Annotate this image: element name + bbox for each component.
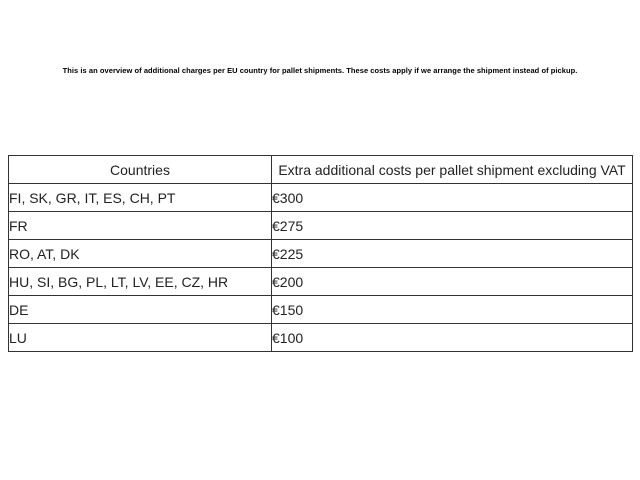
country-cell: DE xyxy=(9,296,272,324)
table-row xyxy=(9,324,633,352)
table-row xyxy=(9,268,633,296)
header-countries: Countries xyxy=(9,156,272,184)
cost-cell: €300 xyxy=(272,184,633,212)
country-cell: HU, SI, BG, PL, LT, LV, EE, CZ, HR xyxy=(9,268,272,296)
cost-cell: €150 xyxy=(272,296,633,324)
intro-text: This is an overview of additional charges per EU country for pallet shipments. These costs apply if we arrange the shipment instead of pickup. xyxy=(62,66,578,75)
cost-cell: €225 xyxy=(272,240,633,268)
table-row xyxy=(9,212,633,240)
cost-cell: €275 xyxy=(272,212,633,240)
country-cell: RO, AT, DK xyxy=(9,240,272,268)
cost-cell: €200 xyxy=(272,268,633,296)
country-cell: FI, SK, GR, IT, ES, CH, PT xyxy=(9,184,272,212)
table-row xyxy=(9,184,633,212)
country-cell: FR xyxy=(9,212,272,240)
table-header-row xyxy=(9,156,633,184)
table-row xyxy=(9,240,633,268)
table-row xyxy=(9,296,633,324)
header-costs: Extra additional costs per pallet shipment excluding VAT xyxy=(272,156,633,184)
cost-cell: €100 xyxy=(272,324,633,352)
charges-table xyxy=(8,155,633,352)
country-cell: LU xyxy=(9,324,272,352)
